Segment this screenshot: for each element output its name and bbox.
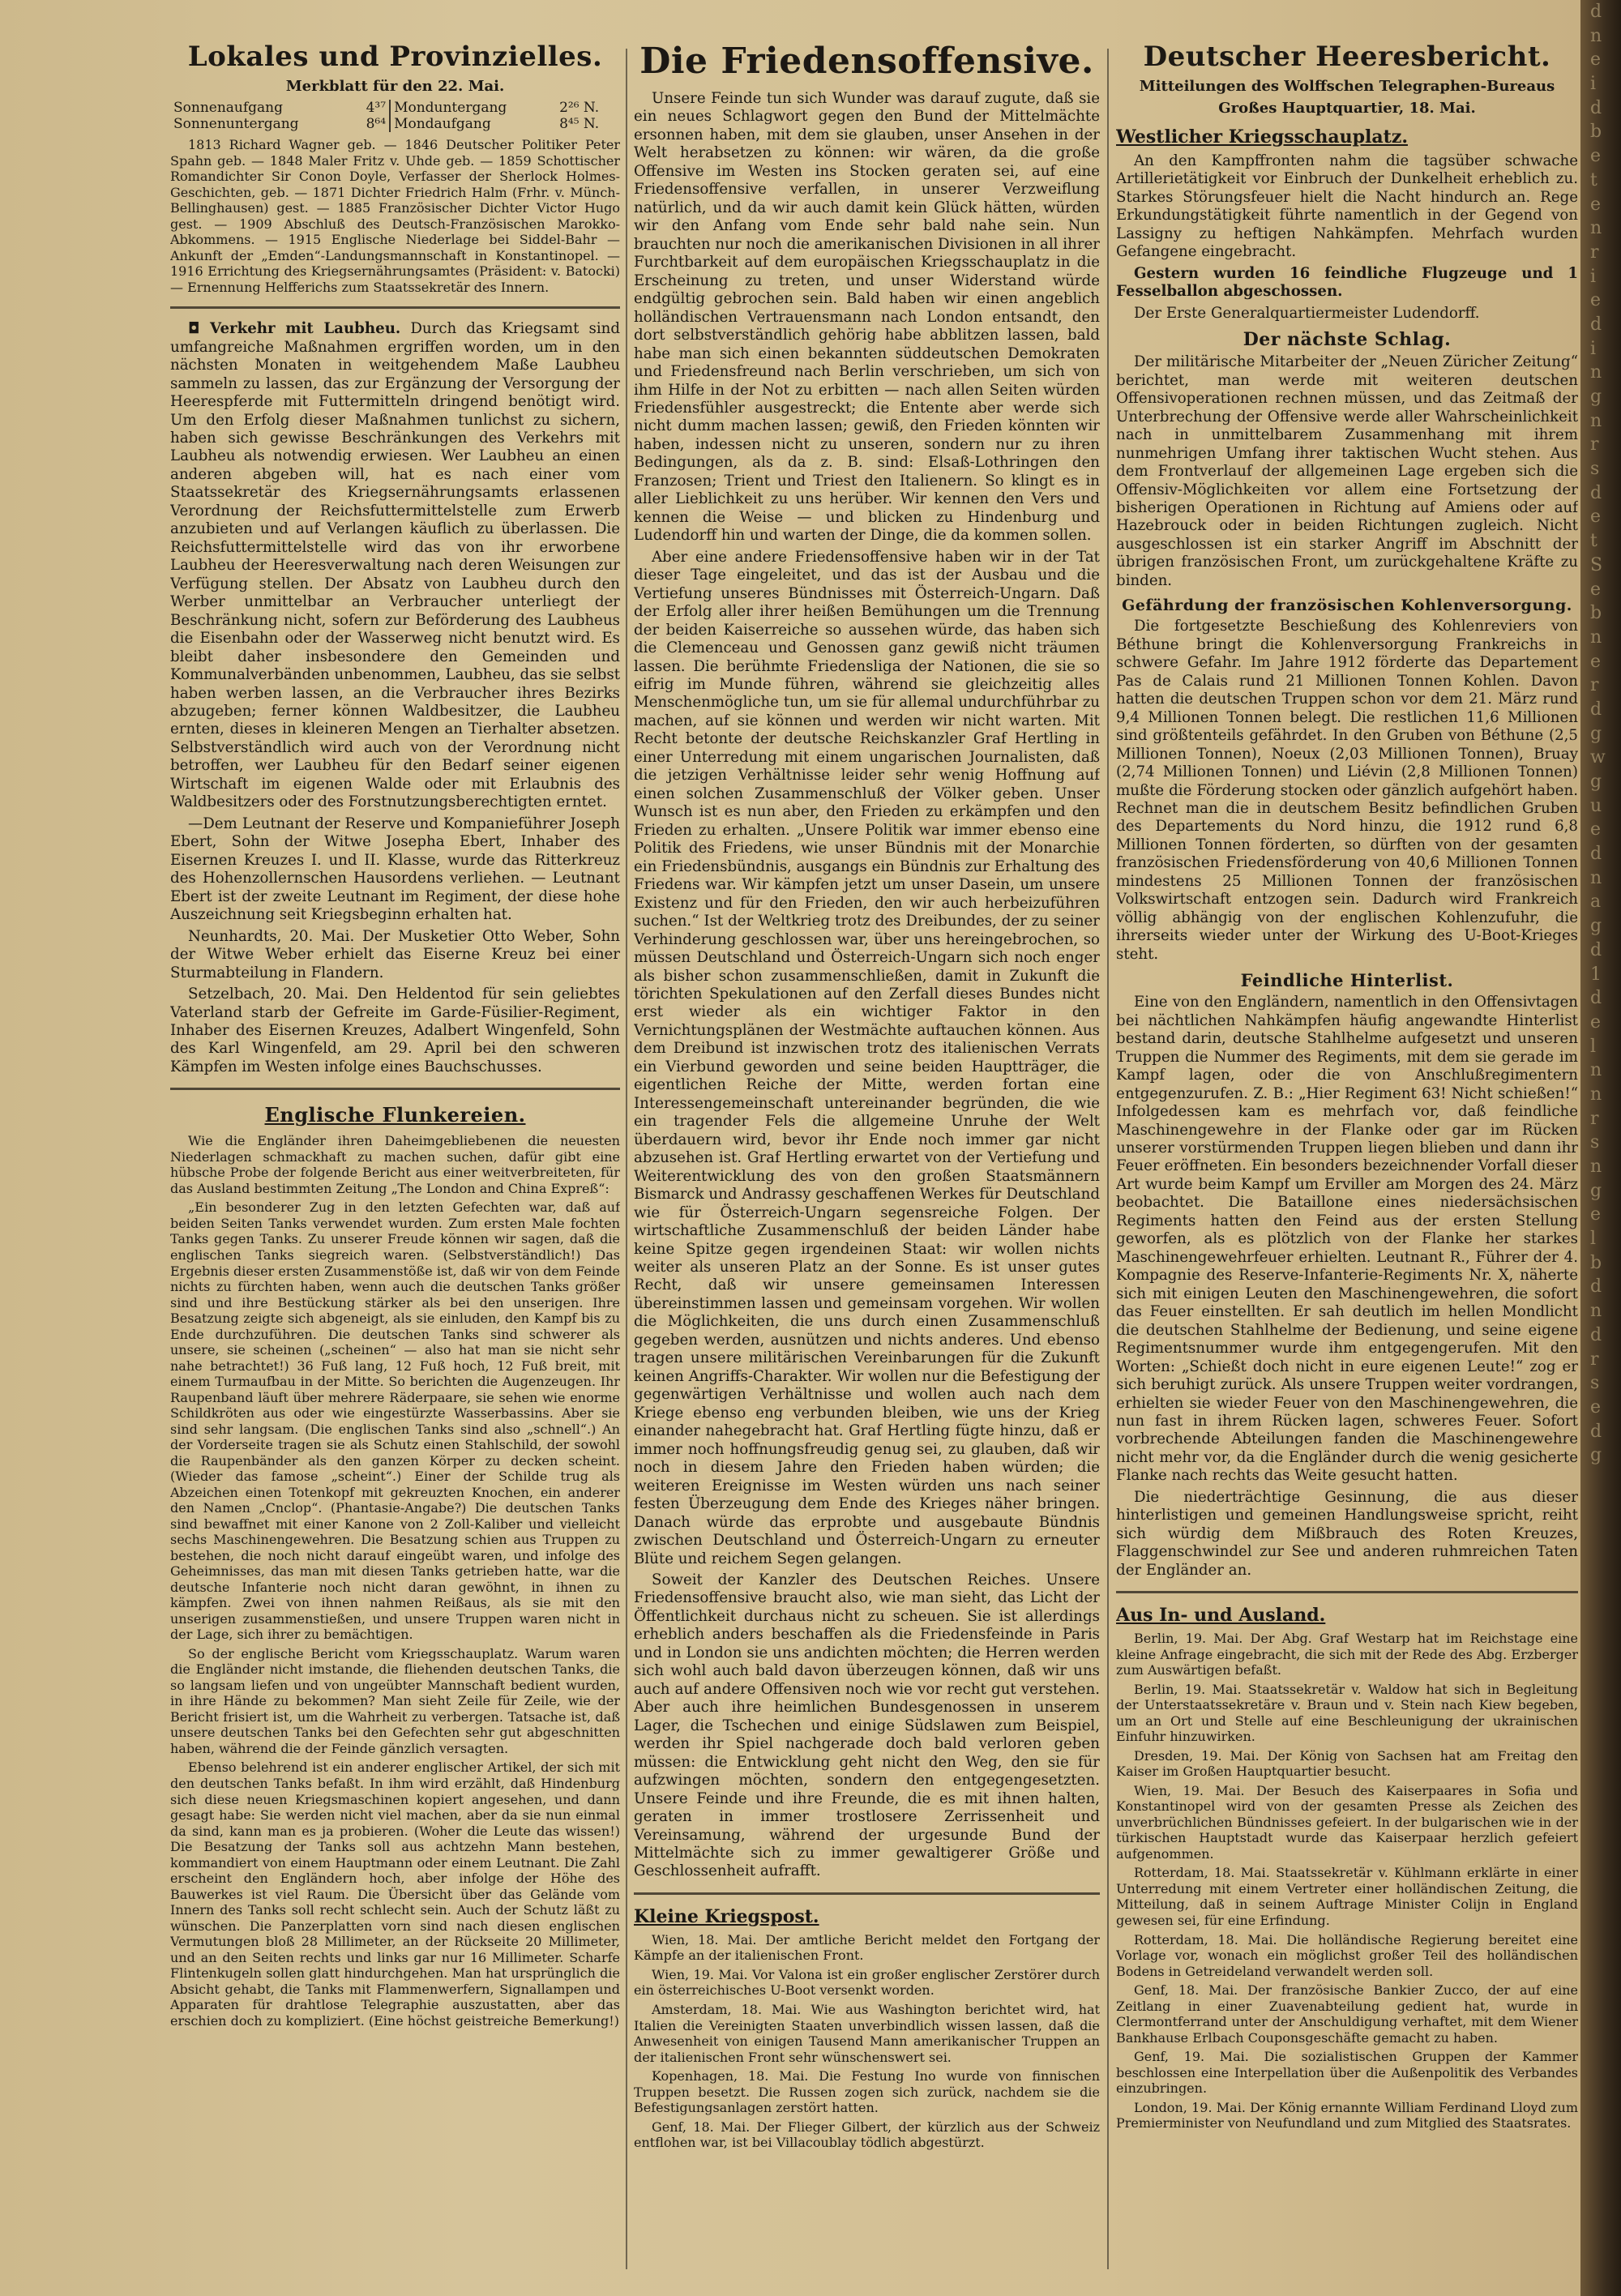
dateline: Großes Hauptquartier, 18. Mai. (1218, 100, 1476, 117)
sun-moon-table (170, 100, 620, 132)
section-title: Kleine Kriegspost. (634, 1905, 819, 1927)
article-paragraph: Die niederträchtige Gesinnung, die aus dieser hinterlistigen und gemeinen Handlungsweise spricht, reiht sich würdig dem Mißbrauch des Roten Kreuzes, Flaggenschwindel zur See und anderen ruhmreichen Taten der Engländer an. (1116, 1488, 1578, 1579)
news-item: Berlin, 19. Mai. Der Abg. Graf Westarp hat im Reichstage eine kleine Anfrage eingebracht, die sich mit der Rede des Abg. Erzberger zum Auswärtigen befaßt. (1116, 1631, 1578, 1678)
signature-line: Der Erste Generalquartiermeister Ludendorff. (1134, 304, 1480, 322)
news-item: Rotterdam, 18. Mai. Die holländische Regierung bereitet eine Vorlage vor, wonach ein möglichst großer Teil des holländischen Bodens in Getreideland verwandelt werden soll. (1116, 1931, 1578, 1979)
article-paragraph: —Dem Leutnant der Reserve und Kompanieführer Joseph Ebert, Sohn der Witwe Josepha Ebert, Inhaber des Eisernen Kreuzes I. und II. Klasse, wurde das Ritterkreuz des Hohenzollernschen Hausordens verliehen. — Leutnant Ebert ist der zweite Leutnant im Regiment, der diese hohe Auszeichnung seit Kriegsbeginn erhalten hat. (170, 815, 620, 924)
divider (170, 1088, 620, 1090)
table-cell: 2²⁶ N. (559, 100, 600, 116)
news-item: Kopenhagen, 18. Mai. Die Festung Ino wurde von finnischen Truppen besetzt. Die Russen zogen sich zurück, nachdem sie die Befestigungsanlagen zerstört hatten. (634, 2068, 1100, 2116)
article-text: Durch das Kriegsamt sind umfangreiche Maßnahmen ergriffen worden, um in den nächsten Monaten in weitgehendem Maße Laubheu sammeln zu lassen, das zur Ergänzung der Versorgung der Heerespferde mit Futtermitteln dringend benötigt wird. Um den Erfolg dieser Maßnahmen tunlichst zu sichern, haben sich gewisse Beschränkungen des Verkehrs mit Laubheu als notwendig erwiesen. Wer Laubheu an einen anderen abgeben will, hat es nach einer vom Staatssekretär des Kriegsernährungsamts erlassenen Verordnung der Reichsfuttermittelstelle zum Erwerb anzubieten und auf Verlangen käuflich zu überlassen. Die Reichsfuttermittelstelle wird das von ihr erworbene Laubheu der Heeresverwaltung nach deren Weisungen zur Verfügung stellen. Der Absatz von Laubheu durch den Werber unmittelbar an Verbraucher unterliegt der Beschränkung nicht, sofern zur Beförderung des Laubheus die Eisenbahn oder der Wasserweg nicht benutzt wird. Es bleibt daher insbesondere den Gemeinden und Kommunalverbänden unbenommen, Laubheu, das sie selbst haben werben lassen, an die Verbraucher ihres Bezirks abzugeben; ferner können Waldbesitzer, die Laubheu ernten, dieses in kleineren Mengen an Tierhalter absetzen. Selbstverständlich wird auch von der Verordnung nicht betroffen, wer Laubheu für den Bedarf seiner eigenen Wirtschaft im eigenen Walde oder mit Erlaubnis des Waldbesitzers oder des Forstnutzungsberechtigten erntet. (170, 320, 620, 811)
article-title: Der nächste Schlag. (1242, 329, 1452, 351)
wire-source: Mitteilungen des Wolffschen Telegraphen-Bureaus (1139, 78, 1555, 95)
section-title: Lokales und Provinzielles. (187, 41, 603, 73)
news-item: Genf, 19. Mai. Die sozialistischen Gruppen der Kammer beschlossen eine Interpellation über die Außenpolitik des Verbandes einzubringen. (1116, 2049, 1578, 2097)
article-paragraph: Wie die Engländer ihren Daheimgebliebenen die neuesten Niederlagen schmackhaft zu machen suchen, dafür gibt eine hübsche Probe der folgende Bericht aus einer weitverbreiteten, für das Ausland bestimmten Zeitung „The London and China Expreß“: (170, 1133, 620, 1196)
table-row (170, 116, 620, 132)
table-cell: Sonnenuntergang (173, 116, 299, 132)
news-item: Amsterdam, 18. Mai. Wie aus Washington berichtet wird, hat Italien die Vereinigten Staaten unverbindlich wissen lassen, daß die Anwesenheit von einigen Tausend Mann amerikanischer Truppen an der italienischen Front sehr wünschenswert sei. (634, 2002, 1100, 2065)
table-cell: 8⁶⁴ (353, 116, 390, 132)
article-lead: ◘ Verkehr mit Laubheu. (188, 320, 401, 338)
article-paragraph: Gestern wurden 16 feindliche Flugzeuge und 1 Fesselballon abgeschossen. (1116, 264, 1578, 301)
merkblatt-heading: Merkblatt für den 22. Mai. (285, 78, 505, 95)
table-cell: 8⁴⁵ N. (559, 116, 600, 132)
column-army-report (1116, 41, 1578, 2264)
divider (170, 306, 620, 309)
column-main-article (634, 41, 1100, 2264)
article-paragraph: Neunhardts, 20. Mai. Der Musketier Otto Weber, Sohn der Witwe Weber erhielt das Eiserne Kreuz bei einer Sturmabteilung in Flandern. (170, 927, 620, 981)
article-title: Englische Flunkereien. (264, 1103, 526, 1127)
column-rule (626, 49, 627, 2269)
main-headline: Die Friedensoffensive. (639, 41, 1094, 82)
article-title: Westlicher Kriegsschauplatz. (1116, 126, 1408, 148)
article-paragraph: Ebenso belehrend ist ein anderer englischer Artikel, der sich mit den deutschen Tanks befaßt. In ihm wird erzählt, daß Hindenburg sich diese neuen Kriegsmaschinen kopiert angesehen, und dann gesagt habe: Sie werden nicht viel machen, aber da sie nun einmal da sind, kann man es ja probieren. (Woher die Leute das wissen!) Die Besatzung der Tanks soll aus achtzehn Mann bestehen, kommandiert von einem Hauptmann oder einem Leutnant. Die Zahl erscheint den Engländern hoch, aber infolge der Höhe des Bauwerkes ist viel Raum. Die Übersicht über das Gelände vom Innern des Tanks soll recht schlecht sein. Auch der Schutz läßt zu wünschen. Die Panzerplatten vorn sind nach diesen englischen Vermutungen bloß 28 Millimeter, an der Rückseite 20 Millimeter, und an den Seiten rechts und links gar nur 16 Millimeter. Scharfe Flintenkugeln sollen glatt hindurchgehen. Man hat ursprünglich die Absicht gehabt, die Tanks mit Flammenwerfern, Signallampen und Apparaten für drahtlose Telegraphie auszustatten, aber das erschien doch zu kompliziert. (Eine höchst geistreiche Bemerkung!) (170, 1759, 620, 2029)
news-item: London, 19. Mai. Der König ernannte William Ferdinand Lloyd zum Premierminister von Neufundland und zum Mitglied des Staatsrates. (1116, 2099, 1578, 2131)
divider (1116, 1591, 1578, 1593)
article-paragraph: Unsere Feinde tun sich Wunder was darauf zugute, daß sie ein neues Schlagwort gegen den Bund der Mittelmächte ersonnen haben, mit dem sie glauben, unser Ansehen in der Welt herabsetzen zu können: wir wären, da die große Offensive im Westen ins Stocken geraten sei, auf eine Friedensoffensive verfallen, in unserer Verzweiflung natürlich, und da wir auch damit kein Glück hätten, würden wir den Anfang vom Ende sehr bald nahe sein. Nun brauchten nur noch die amerikanischen Divisionen in all ihrer Furchtbarkeit auf dem europäischen Kriegsschauplatz in die Erscheinung zu treten, und unser Widerstand würde endgültig gebrochen sein. Bald haben wir einen angeblich holländischen Vertrauensmann nach London entsandt, den dort selbstverständlich gehörig habe abblitzen lassen, bald habe man sich einen bekannten süddeutschen Demokraten und Friedensfreund nach Berlin verschrieben, um sich von ihm Hilfe in der Not zu erbitten — nach allen Seiten würden Friedensfühler ausgestreckt; die Entente aber werde sich nicht dumm machen lassen; gewiß, den Frieden könnten wir haben, indessen nicht zu unseren, sondern nur zu ihren Bedingungen, als da z. B. sind: Elsaß-Lothringen den Franzosen; Trient und Triest den Italienern. So klingt es in aller Lieblichkeit zu uns herüber. Wir kennen den Vers und kennen die Weise — und blicken zu Hindenburg und Ludendorff hin und warten der Dinge, die da kommen sollen. (634, 90, 1100, 545)
news-item: Genf, 18. Mai. Der Flieger Gilbert, der kürzlich aus der Schweiz entflohen war, ist bei Villacoublay tödlich abgestürzt. (634, 2119, 1100, 2151)
article-paragraph: Soweit der Kanzler des Deutschen Reiches. Unsere Friedensoffensive braucht also, wie man sieht, das Licht der Öffentlichkeit durchaus nicht zu scheuen. Sie ist allerdings erheblich anders beschaffen als die Friedensfeinde in Paris und in London sie uns andichten möchten; die Herren werden sich wohl auch bald davon überzeugen können, daß wir uns auch auf andere Offensiven noch wie vor recht gut verstehen. Aber auch ihre heimlichen Bundesgenossen in unserem Lager, die Tschechen und einige Südslawen zum Beispiel, werden ihr Spiel nachgerade doch bald verloren geben müssen: die Entwicklung geht nicht den Weg, den sie für aufzwingen möchten, sondern den entgegengesetzten. Unsere Feinde und ihre Freunde, die es mit ihnen halten, geraten in immer trostlosere Zerrissenheit und Vereinsamung, während der urgesunde Bund der Mittelmächte sich zu immer gewaltigerer Größe und Geschlossenheit aufrafft. (634, 1571, 1100, 1880)
table-row (170, 100, 620, 116)
article-title: Feindliche Hinterlist. (1240, 970, 1454, 991)
article-paragraph: So der englische Bericht vom Kriegsschauplatz. Warum waren die Engländer nicht imstande, die fliehenden deutschen Tanks, die so langsam liefen und von ungeübter Mannschaft bedient wurden, in ihre Hände zu bekommen? Man sieht Zeile für Zeile, wie der Bericht frisiert ist, um die Wahrheit zu verbergen. Tatsache ist, daß unsere deutschen Tanks bei den Gefechten sehr gut abgeschnitten haben, während die der Feinde gänzlich versagten. (170, 1645, 620, 1756)
table-cell: Mondaufgang (394, 116, 491, 132)
adjacent-page-fragment: d n e i d b e t e n r i e d i n g n r s d e t S e b n e r d g w g u e d n a g d 1 d e l n n r s n g e l b d n d r s e d g (1590, 2, 1606, 1466)
article-paragraph: Die fortgesetzte Beschießung des Kohlenreviers von Béthune bringt die Kohlenversorgung Frankreichs in schwere Gefahr. Im Jahre 1912 förderte das Departement Pas de Calais rund 21 Millionen Tonnen Kohlen. Davon hatten die deutschen Truppen schon vor dem 21. März rund 9,4 Millionen Tonnen belegt. Die restlichen 11,6 Millionen sind größtenteils gefährdet. In den Gruben von Béthune (2,5 Millionen Tonnen), Noeux (2,03 Millionen Tonnen), Bruay (2,74 Millionen Tonnen) und Liévin (2,8 Millionen Tonnen) mußte die Förderung stocken oder gänzlich aufgehört haben. Rechnet man die in deutschem Besitz befindlichen Gruben des Departements du Nord hinzu, die 1912 rund 6,8 Millionen Tonnen förderten, so dürften von der gesamten französischen Friedensförderung von 40,6 Millionen Tonnen mindestens 25 Millionen Tonnen der französischen Volkswirtschaft entzogen sein. Dadurch wird Frankreich völlig abhängig von der englischen Kohlenzufuhr, die ihrerseits wieder unter der Wirkung des U-Boot-Krieges steht. (1116, 618, 1578, 963)
news-item: Rotterdam, 18. Mai. Staatssekretär v. Kühlmann erklärte in einer Unterredung mit einem Vertreter einer holländischen Zeitung, die Mitteilung, daß in seinem Auftrage Minister Colijn in England gewesen sei, für eine Erfindung. (1116, 1865, 1578, 1928)
news-item: Dresden, 19. Mai. Der König von Sachsen hat am Freitag den Kaiser im Großen Hauptquartier besucht. (1116, 1747, 1578, 1780)
column-rule (1107, 49, 1109, 2269)
news-item: Wien, 18. Mai. Der amtliche Bericht meldet den Fortgang der Kämpfe an der italienischen Front. (634, 1931, 1100, 1964)
news-item: Wien, 19. Mai. Vor Valona ist ein großer englischer Zerstörer durch ein österreichisches U-Boot versenkt worden. (634, 1966, 1100, 1999)
article-paragraph: Setzelbach, 20. Mai. Den Heldentod für sein geliebtes Vaterland starb der Gefreite im Garde-Füsilier-Regiment, Inhaber des Eisernen Kreuzes, Adalbert Wingenfeld, Sohn des Karl Wingenfeld, am 29. April bei den schweren Kämpfen im Westen infolge eines Bauchschusses. (170, 986, 620, 1075)
article-paragraph: „Ein besonderer Zug in den letzten Gefechten war, daß auf beiden Seiten Tanks verwendet wurden. Zum ersten Male fochten Tanks gegen Tanks. Zu unserer Freude können wir sagen, daß die englischen Tanks siegreich waren. (Selbstverständlich!) Das Ergebnis dieser ersten Zusammenstöße ist, daß wir von dem Feinde nichts zu fürchten haben, wenn auch die deutschen Tanks größer sind und ihre Bestückung stärker als bei den unserigen. Ihre Besatzung zeigte sich abgeneigt, als sie einluden, den Kampf bis zu Ende durchzuführen. Die deutschen Tanks sind schwerer als unsere, sie scheinen („scheinen“ — also hat man sie nicht sehr nahe betrachtet!) 36 Fuß lang, 12 Fuß hoch, 12 Fuß breit, mit einem Turmaufbau in der Mitte. So berichten die Augenzeugen. Ihr Raupenband läuft über mehrere Räderpaare, sie sehen wie enorme Schildkröten aus oder wie eingestürzte Wasserbassins. Aber sie sind sehr langsam. (Die englischen Tanks sind also „schnell“.) An der Vorderseite tragen sie als Schutz einen Stahlschild, der sowohl die Raupenbänder als den ganzen Körper zu decken scheint. (Wieder das famose „scheint“.) Einer der Schilde trug als Abzeichen einen Totenkopf mit gekreuzten Knochen, ein anderer den Namen „Cnclop“. (Phantasie-Angabe?) Die deutschen Tanks sind bewaffnet mit einer Kanone von 2 Zoll-Kaliber und vielleicht sechs Maschinengewehren. Die Besatzung schien aus Truppen zu bestehen, die noch nicht darauf eingeübt waren, und infolge des Geheimnisses, das man mit diesen Tanks getrieben hatte, war die deutsche Infanterie noch nicht daran gewöhnt, in ihnen zu kämpfen. Zwei von ihnen nahmen Reißaus, als sie mit den unserigen zusammenstießen, und unsere Truppen waren nicht in der Lage, sich ihrer zu bemächtigen. (170, 1199, 620, 1643)
news-item: Wien, 19. Mai. Der Besuch des Kaiserpaares in Sofia und Konstantinopel wird von der gesamten Presse als Zeichen des unverbrüchlichen Bündnisses gefeiert. In der bulgarischen wie in der türkischen Hauptstadt wurde das Kaiserpaar herzlich gefeiert aufgenommen. (1116, 1782, 1578, 1862)
article-paragraph: An den Kampffronten nahm die tagsüber schwache Artillerietätigkeit vor Einbruch der Dunkelheit erheblich zu. Starkes Störungsfeuer hielt die Nacht hindurch an. Rege Erkundungstätigkeit führte namentlich in der Gegend von Lassigny zu heftigen Nahkämpfen. Mehrfach wurden Gefangene eingebracht. (1116, 152, 1578, 261)
news-item: Genf, 18. Mai. Der französische Bankier Zucco, der auf eine Zeitlang in einer Zuavenabteilung gedient hat, wurde in Clermontferrand unter der Anschuldigung verhaftet, mit dem Wiener Bankhause Erlbach Couponsgeschäfte gemacht zu haben. (1116, 1982, 1578, 2046)
column-local-news (170, 41, 620, 2264)
article-paragraph: Eine von den Engländern, namentlich in den Offensivtagen bei nächtlichen Nahkämpfen häufig angewandte Hinterlist bestand darin, deutsche Stahlhelme aufgesetzt und unseren Truppen die Nummer des Regiments, mit dem sie gerade im Kampf lagen, oder die von Anschlußregimentern entgegenzurufen. Z. B.: „Hier Regiment 63! Nicht schießen!“ Infolgedessen kam es mehrfach vor, daß feindliche Maschinengewehre in der Flanke oder gar im Rücken unserer vorstürmenden Truppen liegen blieben und dann ihr Feuer eröffneten. Ein besonders bezeichnender Vorfall dieser Art wurde beim Kampf um Erviller am Morgen des 24. März beobachtet. Die Bataillone eines niedersächsischen Regiments hatten den Feind aus der ersten Stellung geworfen, als es plötzlich von der Flanke her starkes Maschinengewehrfeuer erhielten. Leutnant R., Führer der 4. Kompagnie des Reserve-Infanterie-Regiments Nr. X, näherte sich mit einigen Leuten den Maschinengewehren, die sofort das Feuer einstellten. Er sah deutlich im hellen Mondlicht die deutschen Stahlhelme der Bedienung, und seine eigene Regimentsnummer wurde ihm entgegengerufen. Mit den Worten: „Schießt doch nicht in eure eigenen Leute!“ zog er sich beruhigt zurück. Als unsere Truppen weiter vordrangen, erhielten sie wieder Feuer von den Maschinengewehren, die nun fast in ihrem Rücken lagen, schweres Feuer. Sofort vorbrechende Abteilungen fanden die Maschinengewehre nicht mehr vor, da die Engländer durch die wenig gesicherte Flanke nach rechts das Weite gesucht hatten. (1116, 994, 1578, 1485)
table-cell: Monduntergang (394, 100, 507, 116)
table-cell: Sonnenaufgang (173, 100, 284, 116)
article-paragraph: Aber eine andere Friedensoffensive haben wir in der Tat dieser Tage eingeleitet, und das ist der Ausbau und die Vertiefung unseres Bündnisses mit Österreich-Ungarn. Daß der Erfolg aller ihrer heißen Bemühungen um die Trennung der beiden Kaiserreiche so aussehen würde, das haben sich die Clemenceau und Genossen ganz gewiß nicht träumen lassen. Die berühmte Friedensliga der Nationen, die sie so eifrig im Munde führen, während sie gleichzeitig alles Menschenmögliche tun, um sie für allemal undurchführbar zu machen, auf sie können und werden wir nicht warten. Mit Recht betonte der deutsche Reichskanzler Graf Hertling in einer Unterredung mit einem ungarischen Journalisten, daß die jetzigen Verhältnisse leider sehr wenig Hoffnung auf einen solchen Zusammenschluß der Völker geben. Unser Wunsch ist es nun aber, den Frieden zu erkämpfen und den Frieden zu erhalten. „Unsere Politik war immer ebenso eine Politik des Friedens, wie unser Bündnis mit der Monarchie ein Friedensbündnis, ausgangs ein Bündnis zur Erhaltung des Friedens war. Wir kämpfen jetzt um unser Dasein, um unsere Existenz und für den Frieden, den wir auch herbeizuführen suchen.“ Ist der Weltkrieg trotz des Dreibundes, der zu seiner Verhinderung geschlossen war, über uns hereingebrochen, so müssen Deutschland und Österreich-Ungarn sich noch enger als bisher schon zusammenschließen, damit in Zukunft die törichten Spekulationen auf den Zerfall dieses Bundes nicht erst wieder als ein wichtiger Faktor in den Vernichtungsplänen der Westmächte auftauchen können. Aus dem Dreibund ist inzwischen trotz des italienischen Verrats ein Vierbund geworden und seine beiden Hauptträger, die eigentlichen Reiche der Mitte, werden fortan eine Interessengemeinschaft untereinander begründen, die wie ein tragender Fels die allgemeine Unruhe der Welt überdauern wird, bevor ihr Ende noch immer gar nicht abzusehen ist. Graf Hertling erwartet von der Vertiefung und Weiterentwicklung des von den großen Staatsmännern Bismarck und Andrassy geschaffenen Werkes für Deutschland wie für Österreich-Ungarn segensreiche Folgen. Der wirtschaftliche Zusammenschluß der beiden Länder habe keine Spitze gegen irgendeinen Staat: wir wollen nichts weiter als unseren Platz an der Sonne. Es ist unser gutes Recht, daß wir unsere gemeinsamen Interessen übereinstimmen lassen und gemeinsam vorgehen. Wir wollen die Möglichkeiten, die uns durch einen Zusammenschluß gegeben werden, ausnützen und nichts anderes. Und ebenso tragen unsere militärischen Vereinbarungen für die Zukunft keinen Angriffs-Charakter. Wir wollen nur die Befestigung der gegenwärtigen Verhältnisse und wollen auch nach dem Kriege ebenso eng verbunden bleiben, wie uns der Krieg einander nahegebracht hat. Graf Hertling fügte hinzu, daß er immer noch hoffnungsfreudig genug sei, zu glauben, daß wir noch in diesem Jahre den Frieden haben würden; die weiteren Ereignisse im Westen würden uns nach seiner festen Überzeugung dem Ende des Krieges näher bringen. Danach würde das erprobte und ausgebaute Bündnis zwischen Deutschland und Österreich-Ungarn zu erneuter Blüte und reichem Segen gelangen. (634, 548, 1100, 1567)
section-title: Aus In- und Ausland. (1116, 1605, 1326, 1627)
divider (634, 1892, 1100, 1895)
section-title: Deutscher Heeresbericht. (1143, 41, 1551, 73)
news-item: Berlin, 19. Mai. Staatssekretär v. Waldow hat sich in Begleitung der Unterstaatssekretäre v. Braun und v. Stein nach Kiew begeben, um an Ort und Stelle auf eine Beschleunigung der ukrainischen Einfuhr hinzuwirken. (1116, 1681, 1578, 1745)
history-notes: 1813 Richard Wagner geb. — 1846 Deutscher Politiker Peter Spahn geb. — 1848 Maler Fritz v. Uhde geb. — 1859 Schottischer Romandichter Sir Conon Doyle, Verfasser der Sherlock Holmes-Geschichten, geb. — 1871 Dichter Friedrich Halm (Frhr. v. Münch-Bellinghausen) gest. — 1885 Französischer Dichter Victor Hugo gest. — 1909 Abschluß des Deutsch-Französischen Marokko-Abkommens. — 1915 Englische Niederlage bei Siddel-Bahr — Ankunft der „Emden“-Landungsmannschaft in Konstantinopel. — 1916 Errichtung des Kriegsernährungsamtes (Präsident: v. Batocki) — Ernennung Helfferichs zum Staatssekretär des Innern. (170, 137, 620, 295)
article-title: Gefährdung der französischen Kohlenversorgung. (1122, 596, 1572, 615)
article-paragraph (170, 320, 620, 812)
article-paragraph: Der militärische Mitarbeiter der „Neuen Züricher Zeitung“ berichtet, man werde mit weiteren deutschen Offensivoperationen rechnen müssen, und das Zeitmaß der Unterbrechung der Offensive werde aller Wahrscheinlichkeit nach in unmittelbarem Zusammenhang mit ihrem nunmehrigen Umfang ihrer taktischen Wucht stehen. Aus dem Frontverlauf der allgemeinen Lage ergeben sich die Offensiv-Möglichkeiten vor allem eine Fortsetzung der bisherigen Operationen in Richtung auf Amiens oder auf Hazebrouck oder in beiden Richtungen zugleich. Nicht ausgeschlossen ist ein starker Angriff im Abschnitt der übrigen französischen Front, um zurückgehaltene Kräfte zu binden. (1116, 353, 1578, 589)
table-cell: 4³⁷ (353, 100, 390, 116)
